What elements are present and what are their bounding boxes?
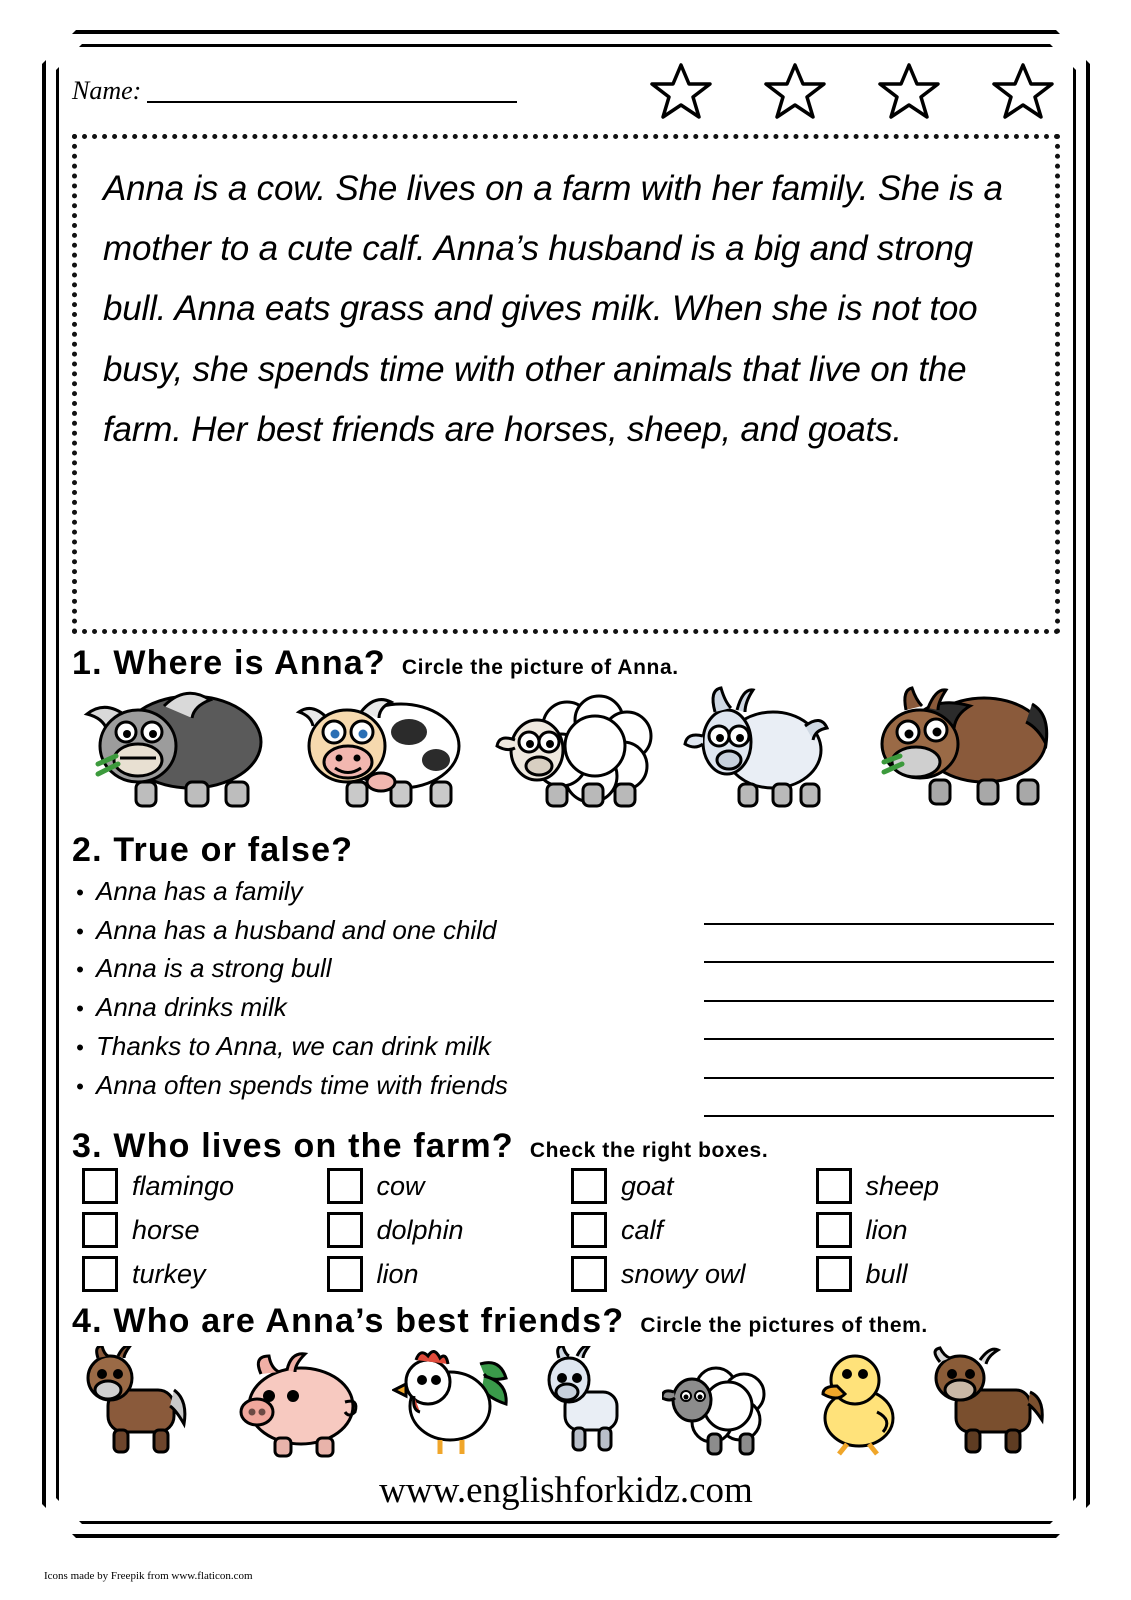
bullet-icon: • xyxy=(76,996,84,1022)
answer-line[interactable] xyxy=(704,1079,1054,1118)
horse-icon[interactable] xyxy=(78,1346,200,1463)
question-3-options xyxy=(72,1168,1060,1292)
checkbox-icon[interactable] xyxy=(571,1168,607,1204)
checkbox-label: lion xyxy=(376,1258,419,1289)
question-2-title: 2. True or false? xyxy=(72,831,354,869)
checkbox-option[interactable] xyxy=(816,1212,1061,1248)
list-item xyxy=(76,1027,508,1066)
true-false-list xyxy=(72,872,508,1117)
attribution-credit: Icons made by Freepik from www.flaticon.com xyxy=(44,1570,253,1582)
checkbox-option[interactable] xyxy=(571,1168,816,1204)
statement-text: Anna drinks milk xyxy=(96,992,287,1023)
bullet-icon: • xyxy=(76,880,84,905)
checkbox-option[interactable] xyxy=(816,1256,1061,1292)
bullet-icon: • xyxy=(76,957,84,983)
checkbox-icon[interactable] xyxy=(571,1256,607,1292)
checkbox-label: cow xyxy=(376,1170,425,1201)
checkbox-label: bull xyxy=(865,1258,908,1289)
checkbox-icon[interactable] xyxy=(82,1256,118,1292)
answer-lines xyxy=(704,872,1054,1117)
star-icon[interactable] xyxy=(878,60,940,122)
star-rating xyxy=(650,60,1060,122)
question-2-header xyxy=(72,831,1060,870)
bull-icon[interactable] xyxy=(930,1346,1054,1463)
story-box xyxy=(72,134,1060,634)
statement-text: Anna often spends time with friends xyxy=(96,1069,508,1100)
goat-icon[interactable] xyxy=(539,1346,635,1463)
question-4-instruction: Circle the pictures of them. xyxy=(640,1314,928,1337)
checkbox-label: dolphin xyxy=(376,1214,464,1245)
statement-text: Anna has a husband and one child xyxy=(96,914,497,945)
question-1-title: 1. Where is Anna? xyxy=(72,644,386,682)
checkbox-icon[interactable] xyxy=(327,1212,363,1248)
question-1-header xyxy=(72,644,1060,683)
checkbox-option[interactable] xyxy=(327,1212,572,1248)
checkbox-label: sheep xyxy=(865,1170,940,1201)
name-input-line[interactable] xyxy=(147,79,517,103)
checkbox-option[interactable] xyxy=(327,1256,572,1292)
question-4-title: 4. Who are Anna’s best friends? xyxy=(72,1302,625,1340)
sheep-icon[interactable] xyxy=(662,1346,780,1463)
checkbox-option[interactable] xyxy=(327,1168,572,1204)
checkbox-option[interactable] xyxy=(82,1212,327,1248)
checkbox-option[interactable] xyxy=(82,1168,327,1204)
duck-icon[interactable] xyxy=(807,1346,903,1463)
checkbox-icon[interactable] xyxy=(571,1212,607,1248)
list-item xyxy=(76,988,508,1027)
checkbox-label: turkey xyxy=(132,1258,206,1289)
question-1-animals xyxy=(72,683,1060,821)
checkbox-icon[interactable] xyxy=(327,1256,363,1292)
star-icon[interactable] xyxy=(650,60,712,122)
statement-text: Thanks to Anna, we can drink milk xyxy=(96,1030,491,1061)
list-item xyxy=(76,1066,508,1105)
name-label: Name: xyxy=(72,76,142,105)
question-4-header xyxy=(72,1302,1060,1341)
bullet-icon: • xyxy=(76,1034,84,1060)
answer-line[interactable] xyxy=(704,1040,1054,1079)
goat-icon[interactable] xyxy=(681,684,841,821)
checkbox-label: flamingo xyxy=(132,1170,235,1201)
list-item xyxy=(76,949,508,988)
answer-line[interactable] xyxy=(704,1002,1054,1041)
buffalo-icon[interactable] xyxy=(76,684,266,821)
worksheet-header xyxy=(72,56,1060,126)
checkbox-label: lion xyxy=(865,1214,908,1245)
checkbox-icon[interactable] xyxy=(82,1212,118,1248)
checkbox-option[interactable] xyxy=(82,1256,327,1292)
worksheet-sheet xyxy=(42,30,1090,1538)
question-3-header xyxy=(72,1127,1060,1166)
checkbox-icon[interactable] xyxy=(816,1212,852,1248)
list-item xyxy=(76,911,508,950)
list-item xyxy=(76,872,508,911)
checkbox-label: goat xyxy=(621,1170,674,1201)
star-icon[interactable] xyxy=(764,60,826,122)
checkbox-option[interactable] xyxy=(571,1212,816,1248)
question-4-animals xyxy=(72,1345,1060,1463)
question-2-body xyxy=(72,872,1060,1117)
answer-line[interactable] xyxy=(704,963,1054,1002)
answer-line[interactable] xyxy=(704,925,1054,964)
statement-text: Anna is a strong bull xyxy=(96,953,332,984)
checkbox-icon[interactable] xyxy=(82,1168,118,1204)
checkbox-option[interactable] xyxy=(816,1168,1061,1204)
pig-icon[interactable] xyxy=(227,1346,365,1463)
cow-icon[interactable] xyxy=(291,684,466,821)
question-3-title: 3. Who lives on the farm? xyxy=(72,1127,514,1165)
sheep-icon[interactable] xyxy=(491,684,656,821)
checkbox-label: snowy owl xyxy=(621,1258,746,1289)
checkbox-label: calf xyxy=(621,1214,664,1245)
checkbox-icon[interactable] xyxy=(327,1168,363,1204)
horse-icon[interactable] xyxy=(866,680,1056,821)
checkbox-icon[interactable] xyxy=(816,1168,852,1204)
star-icon[interactable] xyxy=(992,60,1054,122)
question-1-instruction: Circle the picture of Anna. xyxy=(401,656,679,679)
bullet-icon: • xyxy=(76,918,84,944)
website-url[interactable]: www.englishforkidz.com xyxy=(379,1470,753,1511)
worksheet-content xyxy=(72,56,1060,1518)
rooster-icon[interactable] xyxy=(392,1346,512,1463)
checkbox-label: horse xyxy=(132,1214,200,1245)
bullet-icon: • xyxy=(76,1073,84,1099)
answer-line[interactable] xyxy=(704,886,1054,925)
checkbox-option[interactable] xyxy=(571,1256,816,1292)
checkbox-icon[interactable] xyxy=(816,1256,852,1292)
story-text: Anna is a cow. She lives on a farm with her family. She is a mother to a cute calf. Anna’s husband is a big and strong bull. Anna eats grass and gives milk. When she is not too busy, she spends time with other animals that live on the farm. Her best friends are horses, sheep, and goats. xyxy=(103,169,1003,449)
question-3-instruction: Check the right boxes. xyxy=(529,1139,769,1162)
statement-text: Anna has a family xyxy=(96,876,303,906)
